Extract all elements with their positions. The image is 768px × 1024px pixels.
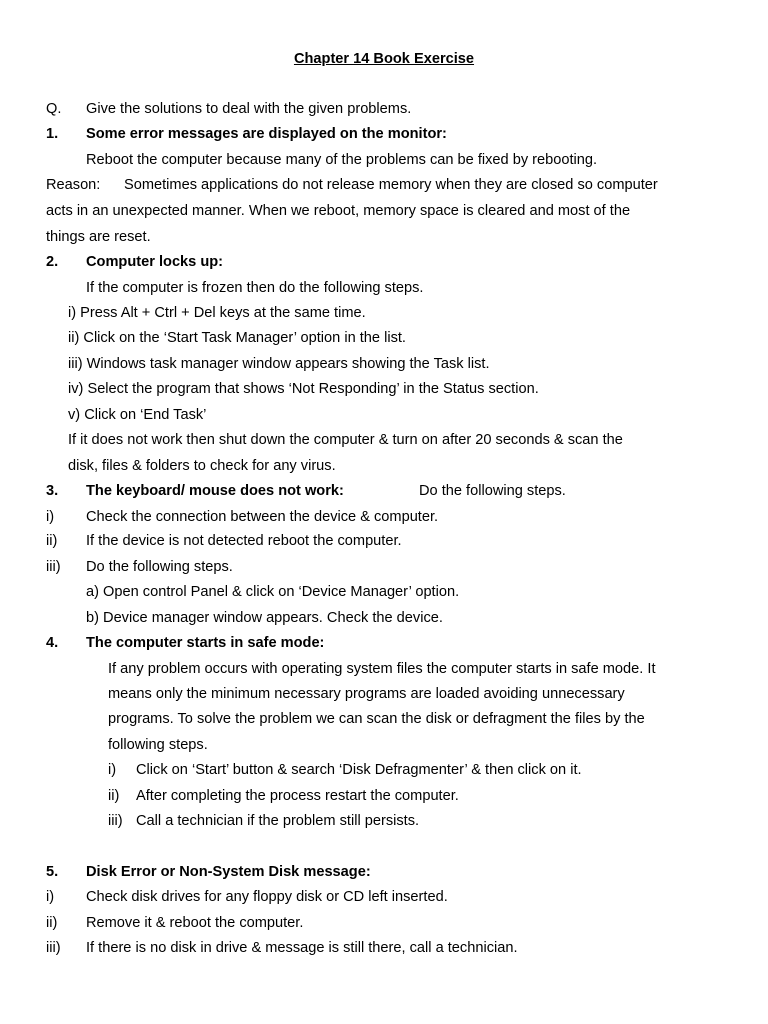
section-3-item-text: Check the connection between the device & computer. bbox=[86, 509, 439, 525]
section-3-sub-item: b) Device manager window appears. Check the device. bbox=[86, 610, 443, 626]
section-2-step: i) Press Alt + Ctrl + Del keys at the same time. bbox=[68, 305, 366, 321]
section-4-paragraph: following steps. bbox=[108, 737, 208, 753]
section-3-heading-tail: Do the following steps. bbox=[419, 483, 566, 499]
reason-label: Reason: bbox=[46, 177, 101, 193]
section-2-intro: If the computer is frozen then do the following steps. bbox=[86, 280, 424, 296]
section-4-step-text: After completing the process restart the computer. bbox=[136, 788, 459, 804]
section-3-item-label: ii) bbox=[46, 533, 58, 549]
section-3-sub-item: a) Open control Panel & click on ‘Device Manager’ option. bbox=[86, 584, 460, 600]
section-4-heading: The computer starts in safe mode: bbox=[86, 635, 325, 651]
section-5-item-text: If there is no disk in drive & message is still there, call a technician. bbox=[86, 940, 518, 956]
section-2-step: ii) Click on the ‘Start Task Manager’ option in the list. bbox=[68, 330, 406, 346]
section-3-heading: The keyboard/ mouse does not work: bbox=[86, 483, 344, 499]
question-text: Give the solutions to deal with the given problems. bbox=[86, 101, 412, 117]
section-2-step: v) Click on ‘End Task’ bbox=[68, 407, 207, 423]
section-5-item-text: Remove it & reboot the computer. bbox=[86, 915, 304, 931]
section-3-item-label: i) bbox=[46, 509, 55, 525]
section-3-item-label: iii) bbox=[46, 559, 61, 575]
section-5-item-label: i) bbox=[46, 889, 55, 905]
section-4-number: 4. bbox=[46, 635, 59, 651]
section-3-item-text: Do the following steps. bbox=[86, 559, 233, 575]
section-1-heading: Some error messages are displayed on the monitor: bbox=[86, 126, 447, 142]
question-label: Q. bbox=[46, 101, 62, 117]
section-4-step-label: i) bbox=[108, 762, 117, 778]
section-4-paragraph: programs. To solve the problem we can scan the disk or defragment the files by the bbox=[108, 711, 645, 727]
section-2-step: iii) Windows task manager window appears showing the Task list. bbox=[68, 356, 490, 372]
section-3-number: 3. bbox=[46, 483, 59, 499]
section-4-paragraph: If any problem occurs with operating system files the computer starts in safe mode. It bbox=[108, 661, 656, 677]
section-5-item-label: ii) bbox=[46, 915, 58, 931]
section-5-number: 5. bbox=[46, 864, 59, 880]
section-2-number: 2. bbox=[46, 254, 59, 270]
section-4-step-text: Call a technician if the problem still persists. bbox=[136, 813, 420, 829]
page-title: Chapter 14 Book Exercise bbox=[293, 51, 475, 67]
reason-line-3: things are reset. bbox=[46, 229, 151, 245]
reason-line-2: acts in an unexpected manner. When we reboot, memory space is cleared and most of the bbox=[46, 203, 631, 219]
section-5-item-text: Check disk drives for any floppy disk or CD left inserted. bbox=[86, 889, 448, 905]
section-3-item-text: If the device is not detected reboot the computer. bbox=[86, 533, 402, 549]
section-2-note: disk, files & folders to check for any virus. bbox=[68, 458, 336, 474]
section-5-item-label: iii) bbox=[46, 940, 61, 956]
reason-line-1: Sometimes applications do not release memory when they are closed so computer bbox=[124, 177, 658, 193]
section-1-number: 1. bbox=[46, 126, 59, 142]
section-1-text: Reboot the computer because many of the problems can be fixed by rebooting. bbox=[86, 152, 598, 168]
section-4-step-label: iii) bbox=[108, 813, 123, 829]
section-5-heading: Disk Error or Non-System Disk message: bbox=[86, 864, 371, 880]
section-4-step-label: ii) bbox=[108, 788, 120, 804]
section-2-step: iv) Select the program that shows ‘Not Responding’ in the Status section. bbox=[68, 381, 539, 397]
section-2-heading: Computer locks up: bbox=[86, 254, 224, 270]
section-4-step-text: Click on ‘Start’ button & search ‘Disk Defragmenter’ & then click on it. bbox=[136, 762, 582, 778]
section-2-note: If it does not work then shut down the computer & turn on after 20 seconds & scan the bbox=[68, 432, 623, 448]
section-4-paragraph: means only the minimum necessary programs are loaded avoiding unnecessary bbox=[108, 686, 625, 702]
